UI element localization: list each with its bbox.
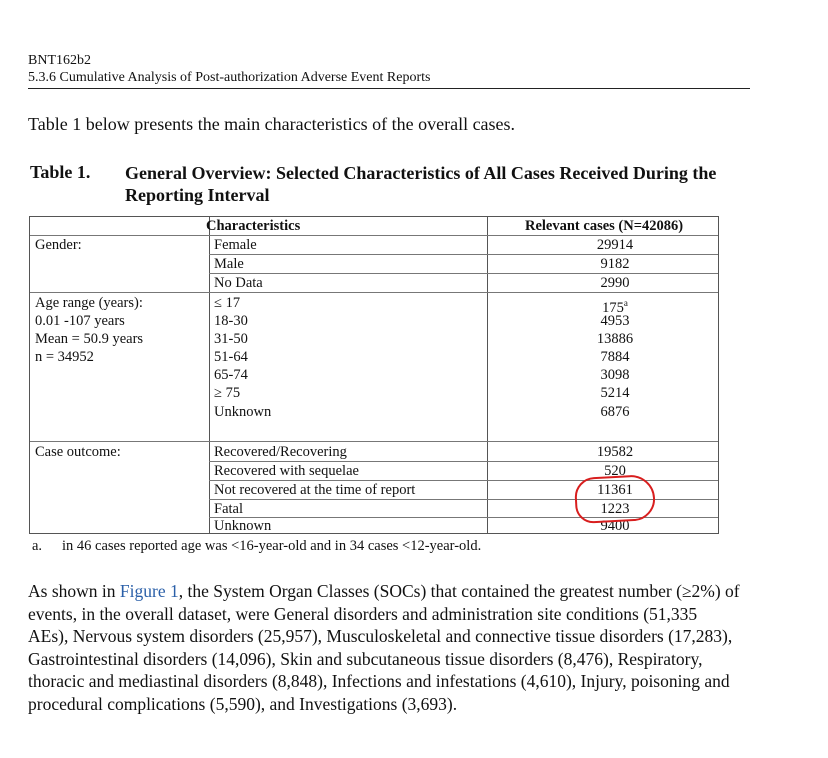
age-label-line: 0.01 -107 years (35, 313, 125, 329)
outcome-row-label: Recovered/Recovering (214, 444, 347, 460)
age-row-value: 5214 (600, 385, 630, 401)
gender-label: Gender: (35, 237, 82, 253)
section-rule (30, 441, 718, 442)
age-label-line: Age range (years): (35, 295, 143, 311)
column-divider (487, 217, 488, 533)
age-row-label: 31-50 (214, 331, 248, 347)
outcome-row-value: 9400 (600, 518, 630, 534)
age-row-label: 18-30 (214, 313, 248, 329)
outcome-row-label: Recovered with sequelae (214, 463, 359, 479)
gender-row-value: 9182 (600, 256, 630, 272)
age-row-label: Unknown (214, 404, 272, 420)
paragraph-body: , the System Organ Classes (SOCs) that contained the greatest number (≥2%) of events, in the overall dataset, were General disorders and administration site conditions (51,335 AEs), Nervous system disorders (25,957), Musculoskeletal and connective tissue disorders (17,283), Gastrointestinal disorders (14,096), Skin and subcutaneous tissue disorders (8,476), Respiratory, thoracic and mediastinal disorders (8,848), Infections and infestations (4,610), Injury, poisoning and procedural complications (5,590), and Investigations (3,693). (28, 581, 740, 714)
soc-paragraph (28, 580, 740, 715)
age-row-label: ≤ 17 (214, 295, 241, 311)
table-title: General Overview: Selected Characteristics of All Cases Received During the Reporting Interval (125, 163, 717, 205)
age-row-label: 65-74 (214, 367, 248, 383)
document-header (28, 52, 750, 89)
gender-row-label: Male (214, 256, 244, 272)
footnote-text: in 46 cases reported age was <16-year-old and in 34 cases <12-year-old. (62, 538, 482, 554)
gender-row-label: No Data (214, 275, 263, 291)
product-name: BNT162b2 (28, 53, 91, 68)
gender-row-value: 2990 (600, 275, 630, 291)
age-row-value: 6876 (600, 404, 630, 420)
age-row-value: 3098 (600, 367, 630, 383)
footnote-marker: a (623, 298, 628, 308)
outcome-label: Case outcome: (35, 444, 121, 460)
outcome-row-label: Unknown (214, 518, 272, 534)
table-label: Table 1. (30, 162, 91, 182)
header-characteristics: Characteristics (206, 218, 301, 234)
gender-row-label: Female (214, 237, 257, 253)
age-row-value: 13886 (596, 331, 634, 347)
outcome-row-value: 19582 (596, 444, 634, 460)
column-divider (209, 217, 210, 533)
table-footnote (32, 538, 481, 555)
section-title: 5.3.6 Cumulative Analysis of Post-authorization Adverse Event Reports (28, 70, 431, 85)
outcome-row-value: 520 (604, 463, 626, 479)
figure-1-link[interactable]: Figure 1 (119, 581, 179, 601)
age-label-line: Mean = 50.9 years (35, 331, 144, 347)
paragraph-lead: As shown in (28, 581, 120, 601)
section-rule (30, 292, 718, 293)
red-handdrawn-circle (574, 474, 656, 524)
age-row-label: ≥ 75 (214, 385, 241, 401)
age-label-line: n = 34952 (35, 349, 94, 365)
outcome-row-label: Not recovered at the time of report (214, 482, 416, 498)
intro-sentence: Table 1 below presents the main characteristics of the overall cases. (28, 114, 516, 134)
age-row-value: 7884 (600, 349, 630, 365)
gender-row-value: 29914 (596, 237, 634, 253)
age-row-value: 4953 (600, 313, 630, 329)
footnote-marker-label: a. (32, 538, 43, 554)
age-row-label: 51-64 (214, 349, 248, 365)
outcome-row-value: 11361 (597, 482, 633, 498)
header-rule (28, 88, 750, 89)
outcome-row-label: Fatal (214, 501, 243, 517)
outcome-row-value: 1223 (600, 501, 630, 517)
header-relevant-cases: Relevant cases (N=42086) (525, 218, 684, 234)
age-row-value-number: 175 (602, 299, 624, 316)
